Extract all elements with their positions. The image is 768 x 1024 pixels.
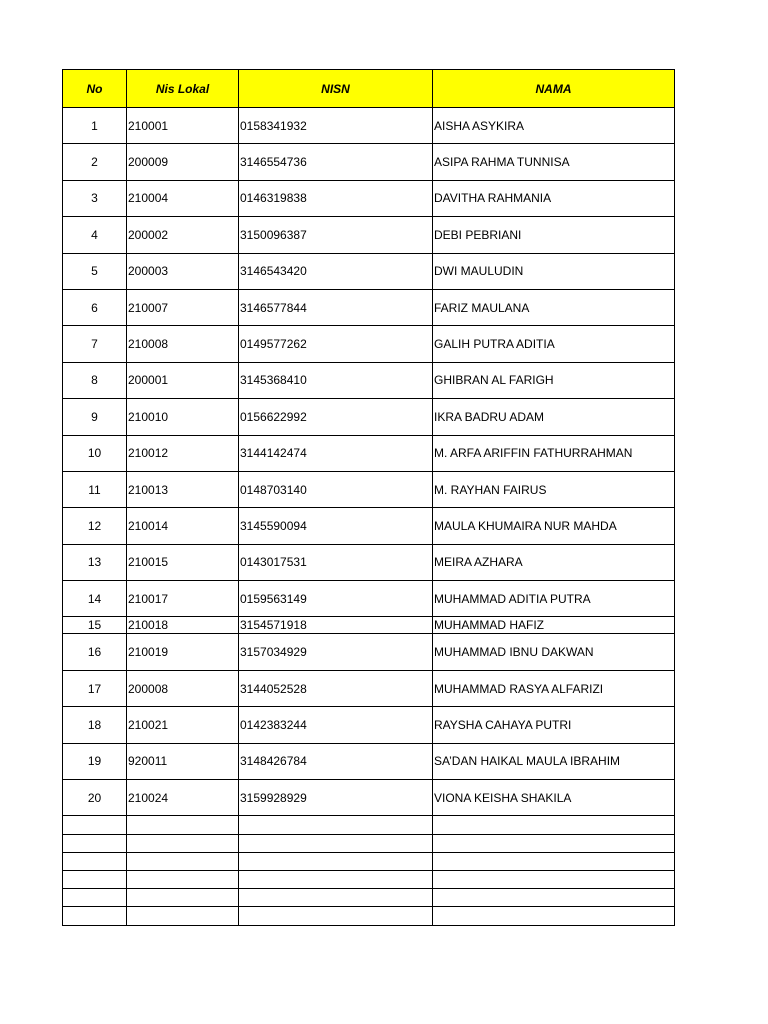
cell-nisn[interactable]: 0156622992 xyxy=(239,399,433,435)
cell-nisn[interactable]: 0146319838 xyxy=(239,180,433,216)
empty-cell[interactable] xyxy=(433,907,675,925)
cell-nis-lokal[interactable]: 210004 xyxy=(127,180,239,216)
cell-nisn[interactable]: 0143017531 xyxy=(239,544,433,580)
empty-row xyxy=(63,816,675,834)
cell-nisn[interactable]: 3150096387 xyxy=(239,217,433,253)
cell-nama[interactable]: RAYSHA CAHAYA PUTRI xyxy=(433,707,675,743)
cell-no[interactable]: 8 xyxy=(63,362,127,398)
cell-nisn[interactable]: 0159563149 xyxy=(239,581,433,617)
empty-row xyxy=(63,907,675,925)
cell-nama[interactable]: MUHAMMAD RASYA ALFARIZI xyxy=(433,670,675,706)
empty-cell[interactable] xyxy=(239,870,433,888)
cell-nis-lokal[interactable]: 210008 xyxy=(127,326,239,362)
table-row xyxy=(63,471,675,507)
cell-nama[interactable]: M. ARFA ARIFFIN FATHURRAHMAN xyxy=(433,435,675,471)
empty-cell[interactable] xyxy=(239,816,433,834)
cell-nisn[interactable]: 3146554736 xyxy=(239,144,433,180)
cell-nis-lokal[interactable]: 210021 xyxy=(127,707,239,743)
header-row xyxy=(63,70,675,108)
empty-cell[interactable] xyxy=(127,907,239,925)
table-row xyxy=(63,581,675,617)
cell-nisn[interactable]: 0142383244 xyxy=(239,707,433,743)
cell-nis-lokal[interactable]: 210012 xyxy=(127,435,239,471)
cell-no[interactable]: 5 xyxy=(63,253,127,289)
header-nis-lokal: Nis Lokal xyxy=(127,70,239,108)
table-row xyxy=(63,217,675,253)
cell-nama[interactable]: GHIBRAN AL FARIGH xyxy=(433,362,675,398)
cell-nis-lokal[interactable]: 210024 xyxy=(127,780,239,816)
cell-nama[interactable]: GALIH PUTRA ADITIA xyxy=(433,326,675,362)
empty-row xyxy=(63,852,675,870)
empty-cell[interactable] xyxy=(433,834,675,852)
empty-cell[interactable] xyxy=(433,852,675,870)
cell-nama[interactable]: AISHA ASYKIRA xyxy=(433,108,675,144)
cell-nis-lokal[interactable]: 210010 xyxy=(127,399,239,435)
empty-cell[interactable] xyxy=(127,834,239,852)
table-row xyxy=(63,362,675,398)
cell-nis-lokal[interactable]: 210015 xyxy=(127,544,239,580)
table-row xyxy=(63,707,675,743)
header-no: No xyxy=(63,70,127,108)
cell-nama[interactable]: MUHAMMAD IBNU DAKWAN xyxy=(433,634,675,670)
cell-no[interactable]: 12 xyxy=(63,508,127,544)
table-row xyxy=(63,435,675,471)
cell-nisn[interactable]: 3145590094 xyxy=(239,508,433,544)
cell-no[interactable]: 4 xyxy=(63,217,127,253)
cell-nisn[interactable]: 3144142474 xyxy=(239,435,433,471)
table-row xyxy=(63,399,675,435)
student-table xyxy=(62,69,675,926)
empty-cell[interactable] xyxy=(433,870,675,888)
cell-nis-lokal[interactable]: 210001 xyxy=(127,108,239,144)
empty-cell[interactable] xyxy=(127,816,239,834)
cell-no[interactable]: 10 xyxy=(63,435,127,471)
cell-no[interactable]: 11 xyxy=(63,471,127,507)
header-nisn: NISN xyxy=(239,70,433,108)
cell-nisn[interactable]: 3144052528 xyxy=(239,670,433,706)
table-row xyxy=(63,144,675,180)
cell-nis-lokal[interactable]: 920011 xyxy=(127,743,239,779)
cell-nama[interactable]: MUHAMMAD ADITIA PUTRA xyxy=(433,581,675,617)
cell-no[interactable]: 15 xyxy=(63,617,127,634)
cell-no[interactable]: 16 xyxy=(63,634,127,670)
cell-no[interactable]: 9 xyxy=(63,399,127,435)
cell-nis-lokal[interactable]: 210017 xyxy=(127,581,239,617)
cell-nis-lokal[interactable]: 200008 xyxy=(127,670,239,706)
empty-cell[interactable] xyxy=(239,852,433,870)
cell-no[interactable]: 19 xyxy=(63,743,127,779)
table-row xyxy=(63,743,675,779)
cell-nis-lokal[interactable]: 210019 xyxy=(127,634,239,670)
cell-no[interactable]: 18 xyxy=(63,707,127,743)
cell-nisn[interactable]: 3148426784 xyxy=(239,743,433,779)
table-row xyxy=(63,289,675,325)
table-row xyxy=(63,180,675,216)
cell-nisn[interactable]: 0158341932 xyxy=(239,108,433,144)
cell-nis-lokal[interactable]: 200002 xyxy=(127,217,239,253)
table-row xyxy=(63,780,675,816)
cell-nisn[interactable]: 0149577262 xyxy=(239,326,433,362)
table-row xyxy=(63,670,675,706)
table-row xyxy=(63,253,675,289)
cell-nisn[interactable]: 3146543420 xyxy=(239,253,433,289)
empty-cell[interactable] xyxy=(433,889,675,907)
cell-nis-lokal[interactable]: 210018 xyxy=(127,617,239,634)
cell-no[interactable]: 3 xyxy=(63,180,127,216)
cell-no[interactable]: 7 xyxy=(63,326,127,362)
cell-no[interactable]: 14 xyxy=(63,581,127,617)
cell-nisn[interactable]: 3154571918 xyxy=(239,617,433,634)
cell-nis-lokal[interactable]: 210013 xyxy=(127,471,239,507)
empty-cell[interactable] xyxy=(127,852,239,870)
table-row xyxy=(63,617,675,634)
cell-no[interactable]: 17 xyxy=(63,670,127,706)
empty-cell[interactable] xyxy=(63,889,127,907)
cell-nis-lokal[interactable]: 210014 xyxy=(127,508,239,544)
cell-nisn[interactable]: 3145368410 xyxy=(239,362,433,398)
table-row xyxy=(63,108,675,144)
cell-nama[interactable]: M. RAYHAN FAIRUS xyxy=(433,471,675,507)
empty-cell[interactable] xyxy=(239,889,433,907)
table-row xyxy=(63,508,675,544)
cell-nama[interactable]: DAVITHA RAHMANIA xyxy=(433,180,675,216)
cell-nama[interactable]: FARIZ MAULANA xyxy=(433,289,675,325)
empty-cell[interactable] xyxy=(127,889,239,907)
cell-nama[interactable]: MEIRA AZHARA xyxy=(433,544,675,580)
cell-nama[interactable]: DEBI PEBRIANI xyxy=(433,217,675,253)
empty-cell[interactable] xyxy=(433,816,675,834)
cell-nis-lokal[interactable]: 200009 xyxy=(127,144,239,180)
table-row xyxy=(63,544,675,580)
empty-cell[interactable] xyxy=(239,907,433,925)
cell-nama[interactable]: DWI MAULUDIN xyxy=(433,253,675,289)
table-row xyxy=(63,326,675,362)
cell-nis-lokal[interactable]: 200003 xyxy=(127,253,239,289)
cell-nis-lokal[interactable]: 210007 xyxy=(127,289,239,325)
empty-cell[interactable] xyxy=(63,852,127,870)
cell-nama[interactable]: IKRA BADRU ADAM xyxy=(433,399,675,435)
cell-nisn[interactable]: 3157034929 xyxy=(239,634,433,670)
empty-cell[interactable] xyxy=(63,816,127,834)
cell-nama[interactable]: VIONA KEISHA SHAKILA xyxy=(433,780,675,816)
empty-row xyxy=(63,834,675,852)
table-row xyxy=(63,634,675,670)
cell-nama[interactable]: MAULA KHUMAIRA NUR MAHDA xyxy=(433,508,675,544)
cell-no[interactable]: 1 xyxy=(63,108,127,144)
empty-cell[interactable] xyxy=(63,834,127,852)
cell-nama[interactable]: SA’DAN HAIKAL MAULA IBRAHIM xyxy=(433,743,675,779)
empty-cell[interactable] xyxy=(127,870,239,888)
empty-cell[interactable] xyxy=(63,870,127,888)
cell-nisn[interactable]: 0148703140 xyxy=(239,471,433,507)
table-body xyxy=(63,108,675,926)
empty-cell[interactable] xyxy=(63,907,127,925)
cell-nama[interactable]: MUHAMMAD HAFIZ xyxy=(433,617,675,634)
empty-row xyxy=(63,889,675,907)
empty-row xyxy=(63,870,675,888)
cell-no[interactable]: 13 xyxy=(63,544,127,580)
cell-no[interactable]: 20 xyxy=(63,780,127,816)
cell-no[interactable]: 2 xyxy=(63,144,127,180)
cell-nama[interactable]: ASIPA RAHMA TUNNISA xyxy=(433,144,675,180)
header-nama: NAMA xyxy=(433,70,675,108)
cell-nis-lokal[interactable]: 200001 xyxy=(127,362,239,398)
cell-no[interactable]: 6 xyxy=(63,289,127,325)
cell-nisn[interactable]: 3146577844 xyxy=(239,289,433,325)
empty-cell[interactable] xyxy=(239,834,433,852)
cell-nisn[interactable]: 3159928929 xyxy=(239,780,433,816)
